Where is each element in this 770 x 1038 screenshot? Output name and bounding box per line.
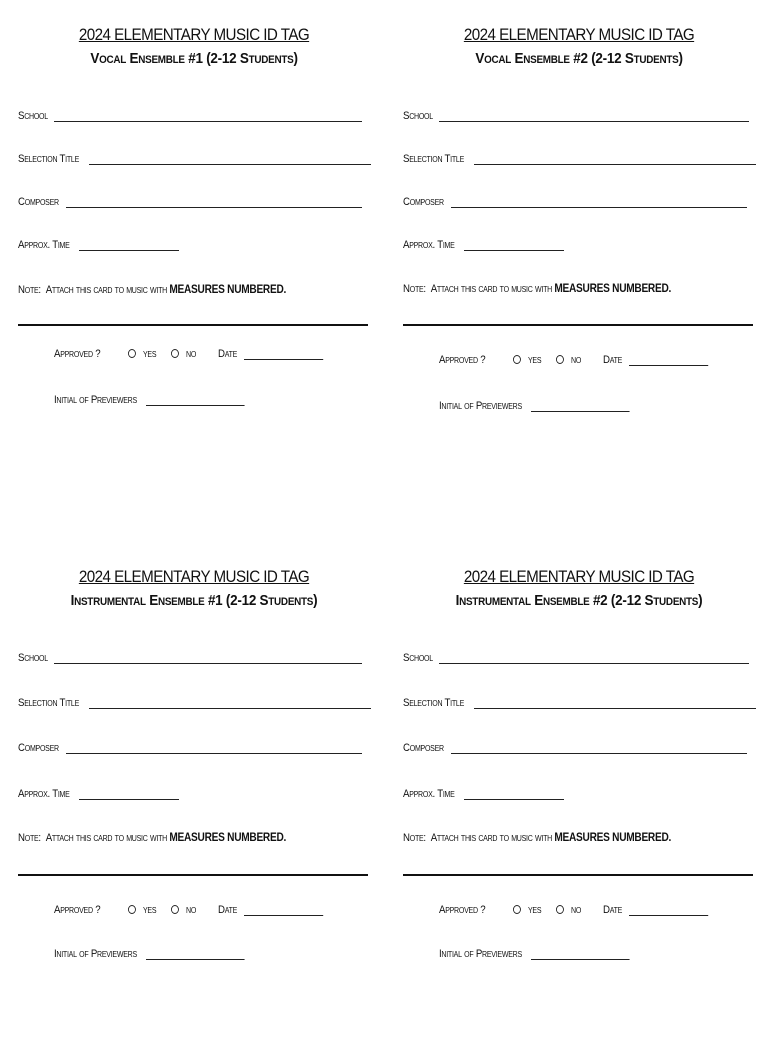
note-text: Note: Attach this card to music with MEASURES NUMBERED. bbox=[18, 832, 287, 844]
selection-title-line[interactable] bbox=[474, 698, 756, 709]
selection-title-line[interactable] bbox=[474, 154, 756, 165]
school-field[interactable] bbox=[18, 652, 362, 664]
yes-label: yes bbox=[528, 354, 542, 366]
initial-label: Initial of Previewers bbox=[439, 400, 522, 412]
divider-rule bbox=[18, 874, 368, 876]
composer-field[interactable] bbox=[403, 196, 747, 208]
selection-title-field[interactable] bbox=[403, 697, 756, 709]
approx-time-label: Approx. Time bbox=[403, 788, 455, 800]
initial-row[interactable] bbox=[54, 948, 258, 960]
card-subtitle: Vocal Ensemble #2 (2-12 Students) bbox=[475, 50, 683, 67]
card-subtitle: Instrumental Ensemble #2 (2-12 Students) bbox=[455, 592, 703, 609]
initial-line[interactable] bbox=[531, 401, 630, 412]
selection-title-label: Selection Title bbox=[403, 697, 465, 709]
initial-label: Initial of Previewers bbox=[54, 948, 137, 960]
selection-title-field[interactable] bbox=[18, 153, 371, 165]
initial-line[interactable] bbox=[146, 395, 245, 406]
approx-time-line[interactable] bbox=[464, 789, 564, 800]
approved-label: Approved ? bbox=[439, 354, 486, 366]
initial-row[interactable] bbox=[54, 394, 258, 406]
approval-row bbox=[54, 348, 334, 360]
note-text: Note: Attach this card to music with MEASURES NUMBERED. bbox=[18, 284, 287, 296]
approval-row bbox=[54, 904, 334, 916]
id-tag-card-vocal-1 bbox=[18, 26, 370, 496]
card-subtitle: Vocal Ensemble #1 (2-12 Students) bbox=[90, 50, 298, 67]
divider-rule bbox=[403, 874, 753, 876]
approval-row bbox=[439, 904, 719, 916]
composer-line[interactable] bbox=[451, 743, 747, 754]
initial-row[interactable] bbox=[439, 948, 643, 960]
initial-row[interactable] bbox=[439, 400, 643, 412]
composer-field[interactable] bbox=[403, 742, 747, 754]
yes-radio[interactable] bbox=[513, 355, 521, 364]
date-label: Date bbox=[603, 354, 623, 366]
date-line[interactable] bbox=[244, 349, 323, 360]
date-label: Date bbox=[218, 904, 238, 916]
school-field[interactable] bbox=[403, 652, 749, 664]
no-radio[interactable] bbox=[556, 905, 564, 914]
initial-line[interactable] bbox=[531, 949, 630, 960]
selection-title-line[interactable] bbox=[89, 698, 371, 709]
yes-radio[interactable] bbox=[513, 905, 521, 914]
composer-line[interactable] bbox=[66, 197, 362, 208]
divider-rule bbox=[403, 324, 753, 326]
selection-title-line[interactable] bbox=[89, 154, 371, 165]
selection-title-label: Selection Title bbox=[18, 697, 80, 709]
card-title: 2024 ELEMENTARY MUSIC ID TAG bbox=[78, 568, 310, 586]
card-title: 2024 ELEMENTARY MUSIC ID TAG bbox=[463, 26, 695, 44]
approx-time-field[interactable] bbox=[18, 788, 179, 800]
date-line[interactable] bbox=[629, 355, 708, 366]
approx-time-line[interactable] bbox=[464, 240, 564, 251]
composer-field[interactable] bbox=[18, 196, 362, 208]
selection-title-field[interactable] bbox=[403, 153, 756, 165]
school-line[interactable] bbox=[54, 653, 362, 664]
yes-label: yes bbox=[143, 904, 157, 916]
yes-label: yes bbox=[143, 348, 157, 360]
approved-label: Approved ? bbox=[54, 904, 101, 916]
note-text: Note: Attach this card to music with MEASURES NUMBERED. bbox=[403, 283, 672, 295]
composer-field[interactable] bbox=[18, 742, 362, 754]
no-radio[interactable] bbox=[171, 905, 179, 914]
approx-time-line[interactable] bbox=[79, 789, 179, 800]
approx-time-label: Approx. Time bbox=[18, 239, 70, 251]
no-label: no bbox=[571, 354, 582, 366]
date-label: Date bbox=[603, 904, 623, 916]
card-title: 2024 ELEMENTARY MUSIC ID TAG bbox=[463, 568, 695, 586]
approx-time-field[interactable] bbox=[18, 239, 179, 251]
composer-line[interactable] bbox=[66, 743, 362, 754]
approx-time-field[interactable] bbox=[403, 239, 564, 251]
initial-label: Initial of Previewers bbox=[439, 948, 522, 960]
initial-label: Initial of Previewers bbox=[54, 394, 137, 406]
approval-row bbox=[439, 354, 719, 366]
school-label: School bbox=[403, 652, 433, 664]
school-line[interactable] bbox=[439, 111, 749, 122]
initial-line[interactable] bbox=[146, 949, 245, 960]
selection-title-label: Selection Title bbox=[18, 153, 80, 165]
date-line[interactable] bbox=[629, 905, 708, 916]
composer-label: Composer bbox=[18, 196, 59, 208]
id-tag-card-vocal-2 bbox=[403, 26, 755, 496]
composer-label: Composer bbox=[18, 742, 59, 754]
school-line[interactable] bbox=[439, 653, 749, 664]
school-label: School bbox=[18, 652, 48, 664]
date-line[interactable] bbox=[244, 905, 323, 916]
school-line[interactable] bbox=[54, 111, 362, 122]
id-tag-card-instrumental-2 bbox=[403, 568, 755, 1038]
yes-label: yes bbox=[528, 904, 542, 916]
approx-time-field[interactable] bbox=[403, 788, 564, 800]
divider-rule bbox=[18, 324, 368, 326]
yes-radio[interactable] bbox=[128, 905, 136, 914]
note-text: Note: Attach this card to music with MEASURES NUMBERED. bbox=[403, 832, 672, 844]
school-label: School bbox=[18, 110, 48, 122]
no-label: no bbox=[571, 904, 582, 916]
school-label: School bbox=[403, 110, 433, 122]
card-title: 2024 ELEMENTARY MUSIC ID TAG bbox=[78, 26, 310, 44]
school-field[interactable] bbox=[18, 110, 362, 122]
selection-title-field[interactable] bbox=[18, 697, 371, 709]
yes-radio[interactable] bbox=[128, 349, 136, 358]
id-tag-card-instrumental-1 bbox=[18, 568, 370, 1038]
date-label: Date bbox=[218, 348, 238, 360]
composer-line[interactable] bbox=[451, 197, 747, 208]
approx-time-label: Approx. Time bbox=[18, 788, 70, 800]
approx-time-line[interactable] bbox=[79, 240, 179, 251]
school-field[interactable] bbox=[403, 110, 749, 122]
approved-label: Approved ? bbox=[439, 904, 486, 916]
no-label: no bbox=[186, 348, 197, 360]
no-label: no bbox=[186, 904, 197, 916]
approx-time-label: Approx. Time bbox=[403, 239, 455, 251]
selection-title-label: Selection Title bbox=[403, 153, 465, 165]
composer-label: Composer bbox=[403, 742, 444, 754]
no-radio[interactable] bbox=[556, 355, 564, 364]
composer-label: Composer bbox=[403, 196, 444, 208]
card-subtitle: Instrumental Ensemble #1 (2-12 Students) bbox=[70, 592, 318, 609]
approved-label: Approved ? bbox=[54, 348, 101, 360]
no-radio[interactable] bbox=[171, 349, 179, 358]
